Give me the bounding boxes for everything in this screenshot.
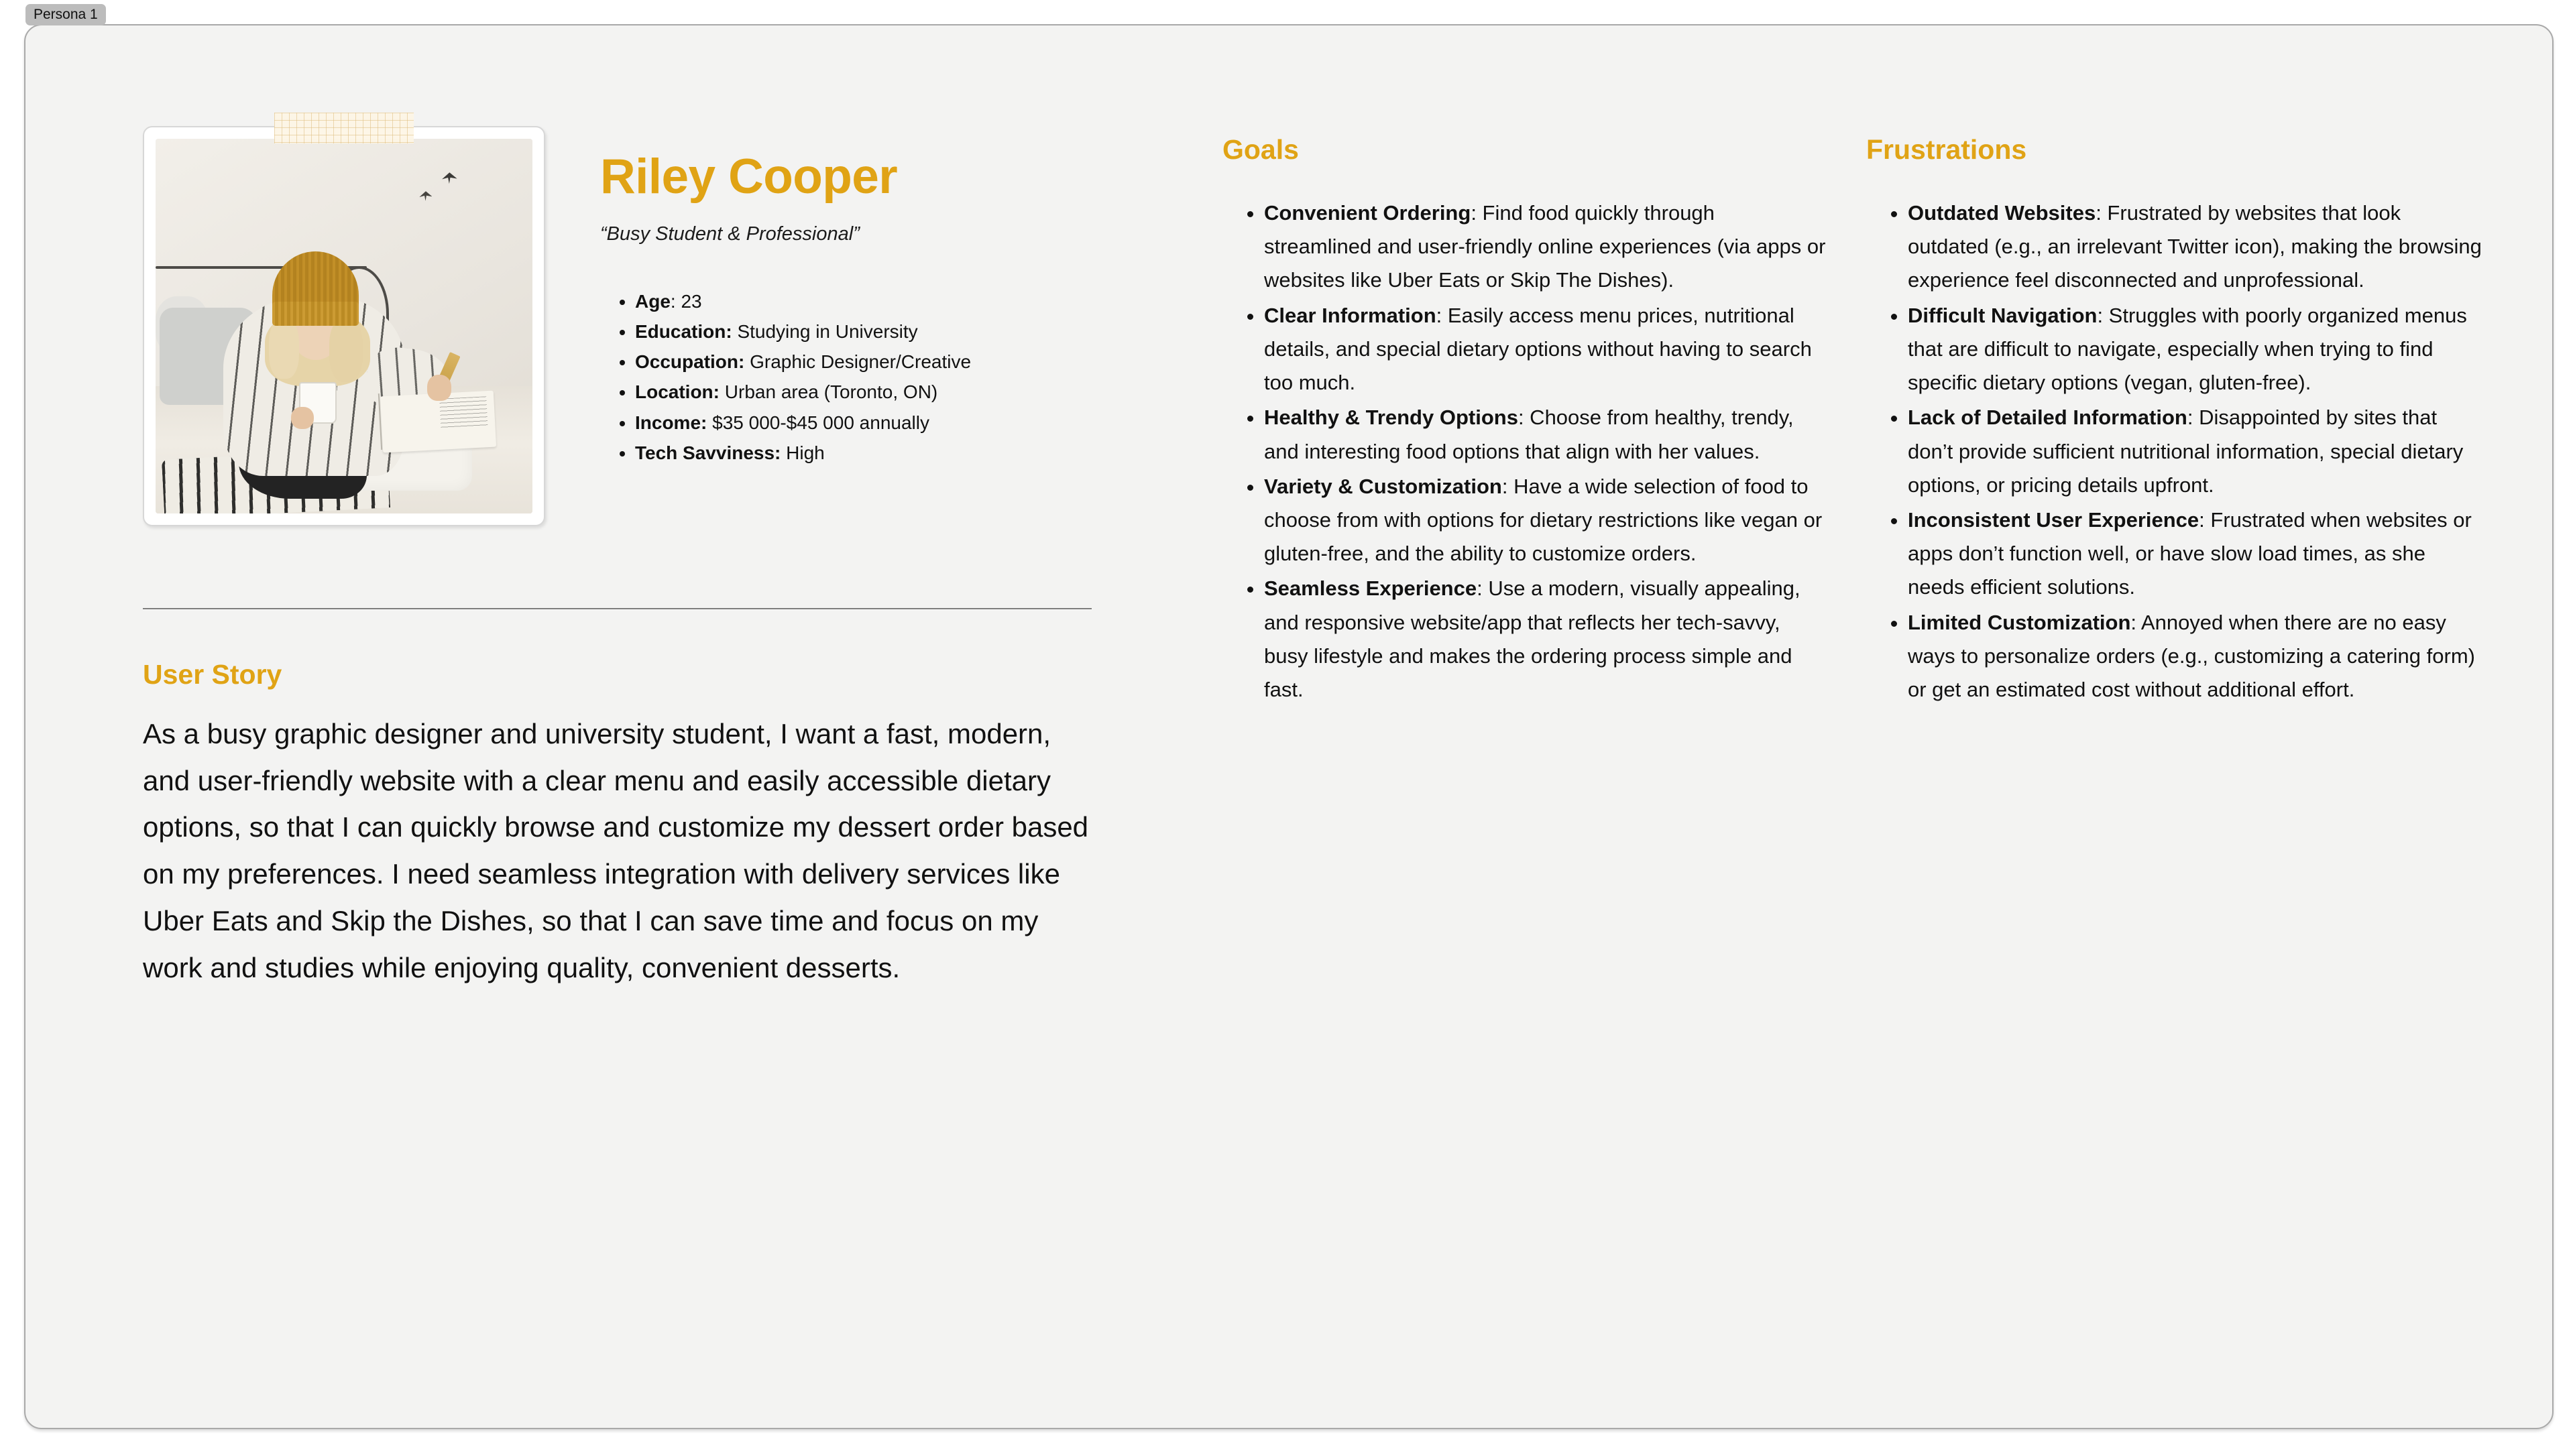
persona-detail-label: Occupation: xyxy=(635,351,745,373)
frustrations-heading: Frustrations xyxy=(1866,134,2027,165)
persona-detail-item xyxy=(635,317,1102,347)
washi-tape-decoration xyxy=(274,113,414,143)
list-item xyxy=(1264,299,1826,400)
list-item-body: : Have a wide selection of food to choose from with options for dietary restrictions like vegan or gluten-free, and the ability to customize orders. xyxy=(1264,474,1823,566)
list-item xyxy=(1264,196,1826,298)
persona-photo-frame xyxy=(143,126,545,526)
list-item-body: : Frustrated by websites that look outdated (e.g., an irrelevant Twitter icon), making the browsing experience feel disconnected and unprofessional. xyxy=(1908,201,2482,292)
user-story-heading: User Story xyxy=(143,659,282,690)
photo-hand-writing xyxy=(427,375,452,401)
profile-header xyxy=(143,126,1102,526)
persona-detail-value: High xyxy=(781,442,825,463)
list-item-body: : Find food quickly through streamlined and user-friendly online experiences (via apps or websites like Uber Eats or Skip The Dishes). xyxy=(1264,201,1826,292)
goals-heading: Goals xyxy=(1222,134,1299,165)
list-item-body: : Disappointed by sites that don’t provide sufficient nutritional information, special dietary options, or pricing details upfront. xyxy=(1908,406,2464,497)
list-item xyxy=(1264,470,1826,571)
persona-detail-value: $35 000-$45 000 annually xyxy=(707,412,929,433)
frustrations-column xyxy=(1866,126,2483,708)
frustrations-list xyxy=(1866,196,2483,707)
list-item-body: : Frustrated when websites or apps don’t function well, or have slow load times, as she needs efficient solutions. xyxy=(1908,507,2472,599)
list-item xyxy=(1264,572,1826,707)
persona-detail-value: Urban area (Toronto, ON) xyxy=(720,381,938,403)
list-item xyxy=(1908,196,2483,298)
persona-detail-value: Graphic Designer/Creative xyxy=(744,351,972,373)
persona-detail-label: Location: xyxy=(635,381,720,403)
persona-detail-item xyxy=(635,377,1102,407)
identity-block xyxy=(545,126,1102,469)
list-item-title: Limited Customization xyxy=(1908,610,2131,634)
persona-detail-item xyxy=(635,438,1102,468)
persona-detail-value: : 23 xyxy=(670,290,702,312)
goals-list xyxy=(1222,196,1826,707)
persona-details-list xyxy=(600,287,1102,468)
persona-card-content xyxy=(25,25,2552,1428)
list-item-title: Seamless Experience xyxy=(1264,577,1477,601)
persona-card xyxy=(24,24,2554,1429)
list-item-title: Healthy & Trendy Options xyxy=(1264,406,1518,430)
photo-beanie-brim xyxy=(272,302,359,326)
photo-hand-holding-mug xyxy=(291,407,314,430)
persona-detail-label: Income: xyxy=(635,412,707,433)
persona-tab-label[interactable]: Persona 1 xyxy=(25,4,106,25)
list-item xyxy=(1908,401,2483,502)
photo-hair-right xyxy=(329,318,363,382)
persona-detail-label: Tech Savviness: xyxy=(635,442,781,463)
profile-column xyxy=(143,126,1102,991)
list-item-body: : Annoyed when there are no easy ways to personalize orders (e.g., customizing a catering form) or get an estimated cost without additional effort. xyxy=(1908,610,2475,702)
photo-hair-left xyxy=(269,318,299,378)
list-item-body: : Struggles with poorly organized menus that are difficult to navigate, especially when trying to find specific dietary options (vegan, gluten-free). xyxy=(1908,303,2467,395)
list-item xyxy=(1908,503,2483,605)
list-item-title: Lack of Detailed Information xyxy=(1908,406,2187,430)
persona-detail-label: Age xyxy=(635,290,671,312)
persona-detail-value: Studying in University xyxy=(732,320,918,342)
list-item xyxy=(1908,606,2483,707)
section-divider xyxy=(143,608,1092,609)
persona-detail-item xyxy=(635,347,1102,377)
goals-column xyxy=(1222,126,1826,708)
persona-photo xyxy=(156,139,532,513)
list-item-title: Convenient Ordering xyxy=(1264,201,1471,225)
list-item xyxy=(1908,299,2483,400)
list-item-body: : Easily access menu prices, nutritional details, and special dietary options without having to search too much. xyxy=(1264,303,1812,395)
persona-name: Riley Cooper xyxy=(600,149,898,204)
list-item-title: Inconsistent User Experience xyxy=(1908,507,2199,532)
persona-detail-item xyxy=(635,287,1102,316)
user-story-body: As a busy graphic designer and university student, I want a fast, modern, and user-friendly website with a clear menu and easily accessible dietary options, so that I can quickly browse and customize my dessert order based on my preferences. I need seamless integration with delivery services like Uber Eats and Skip the Dishes, so that I can save time and focus on my work and studies while enjoying quality, convenient desserts. xyxy=(143,718,1089,983)
list-item-title: Outdated Websites xyxy=(1908,201,2096,225)
list-item-body: : Use a modern, visually appealing, and responsive website/app that reflects her tech-savvy, busy lifestyle and makes the ordering process simple and fast. xyxy=(1264,577,1800,702)
persona-detail-label: Education: xyxy=(635,320,732,342)
list-item xyxy=(1264,401,1826,468)
persona-tagline: “Busy Student & Professional” xyxy=(600,223,860,245)
list-item-title: Clear Information xyxy=(1264,303,1436,327)
list-item-body: : Choose from healthy, trendy, and interesting food options that align with her values. xyxy=(1264,406,1794,463)
list-item-title: Variety & Customization xyxy=(1264,474,1502,498)
list-item-title: Difficult Navigation xyxy=(1908,303,2098,327)
persona-detail-item xyxy=(635,408,1102,438)
